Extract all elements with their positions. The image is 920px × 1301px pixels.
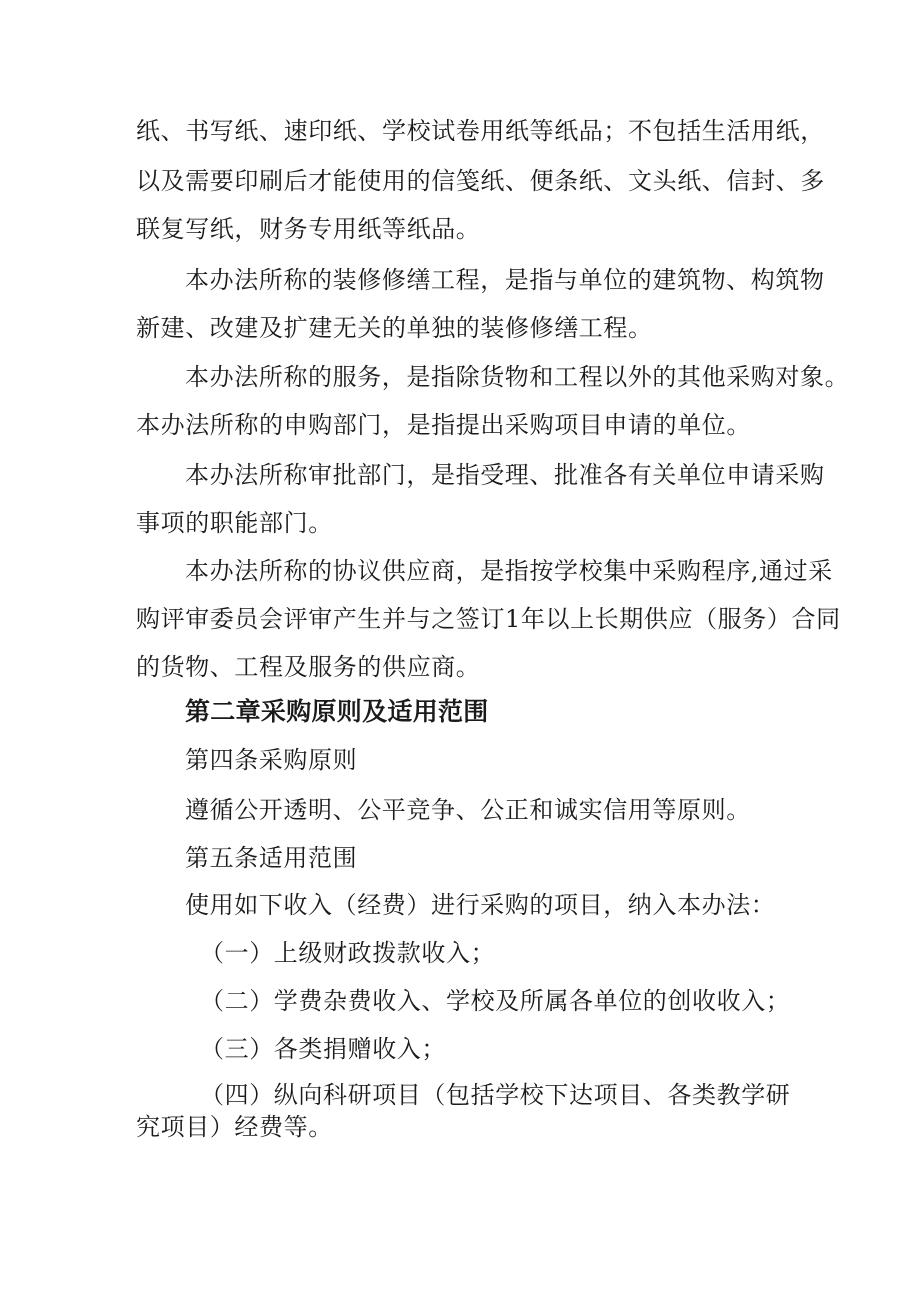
service-para-line-2: 本办法所称的申购部门，是指提出采购项目申请的单位。 xyxy=(136,411,751,439)
article-5-item-2: （二）学费杂费收入、学校及所属各单位的创收收入； xyxy=(200,987,791,1015)
article-5-title: 第五条适用范围 xyxy=(185,844,358,872)
article-4-body: 遵循公开透明、公平竞争、公正和诚实信用等原则。 xyxy=(185,796,751,824)
renovation-para-line-1: 本办法所称的装修修缮工程，是指与单位的建筑物、构筑物 xyxy=(185,266,825,294)
paper-para-line-1: 纸、书写纸、速印纸、学校试卷用纸等纸品；不包括生活用纸， xyxy=(136,117,825,145)
supplier-para-line-3: 的货物、工程及服务的供应商。 xyxy=(136,653,481,681)
supplier-para-line-1: 本办法所称的协议供应商，是指按学校集中采购程序,通过采 xyxy=(185,557,833,585)
paper-para-line-2: 以及需要印刷后才能使用的信笺纸、便条纸、文头纸、信封、多 xyxy=(136,167,825,195)
paper-para-line-3: 联复写纸，财务专用纸等纸品。 xyxy=(136,215,481,243)
renovation-para-line-2: 新建、改建及扩建无关的单独的装修修缮工程。 xyxy=(136,314,653,342)
article-5-item-1: （一）上级财政拨款收入； xyxy=(200,939,496,967)
article-5-item-4-line-1: （四）纵向科研项目（包括学校下达项目、各类教学研 xyxy=(200,1081,791,1109)
approval-para-line-1: 本办法所称审批部门，是指受理、批准各有关单位申请采购 xyxy=(185,461,825,489)
service-para-line-1: 本办法所称的服务，是指除货物和工程以外的其他采购对象。 xyxy=(185,363,850,391)
article-5-intro: 使用如下收入（经费）进行采购的项目，纳入本办法： xyxy=(185,891,776,919)
approval-para-line-2: 事项的职能部门。 xyxy=(136,509,333,537)
chapter-2-title: 第二章采购原则及适用范围 xyxy=(185,697,489,726)
supplier-para-line-2: 购评审委员会评审产生并与之签订1年以上长期供应（服务）合同 xyxy=(136,605,841,633)
article-4-title: 第四条采购原则 xyxy=(185,746,358,774)
article-5-item-4-line-2: 究项目）经费等。 xyxy=(136,1113,333,1141)
article-5-item-3: （三）各类捐赠收入； xyxy=(200,1035,446,1063)
